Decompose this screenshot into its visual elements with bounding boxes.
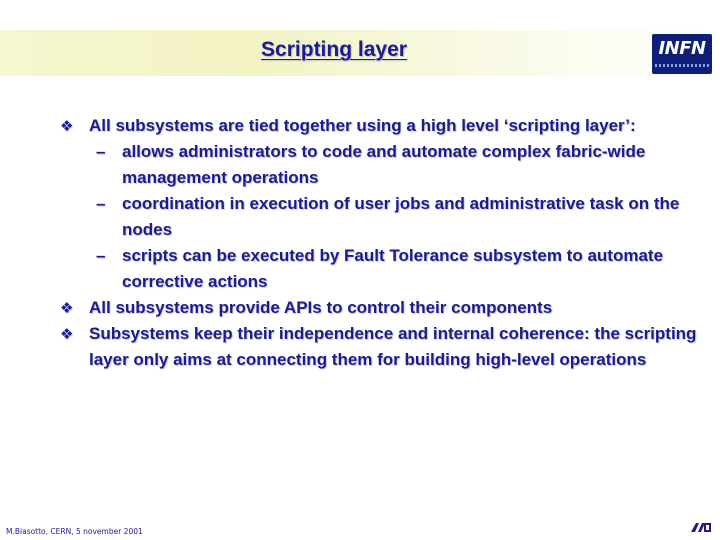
footer-text: M.Biasotto, CERN, 5 november 2001 xyxy=(6,527,143,536)
sub-item-text: allows administrators to code and automate complex fabric-wide management operations xyxy=(122,142,646,187)
sub-item-text: coordination in execution of user jobs and administrative task on the nodes xyxy=(122,194,680,239)
diamond-bullet-icon: ❖ xyxy=(60,299,74,317)
logo-subtext-decoration xyxy=(655,64,709,67)
slide-title: Scripting layer xyxy=(261,38,407,61)
sub-item xyxy=(60,139,700,191)
diamond-bullet-icon: ❖ xyxy=(60,325,74,343)
bullet-item xyxy=(60,113,700,139)
diamond-bullet-icon: ❖ xyxy=(60,117,74,135)
dash-marker: – xyxy=(96,142,106,161)
slide-corner-icon xyxy=(690,520,712,534)
dash-marker: – xyxy=(96,246,106,265)
sub-item-text: scripts can be executed by Fault Tolerance subsystem to automate corrective actions xyxy=(122,246,664,291)
bullet-item xyxy=(60,321,700,373)
bullet-item xyxy=(60,295,700,321)
sub-item xyxy=(60,191,700,243)
dash-marker: – xyxy=(96,194,106,213)
bullet-text: All subsystems provide APIs to control their components xyxy=(89,298,553,317)
infn-logo xyxy=(652,34,712,74)
sub-item xyxy=(60,243,700,295)
bullet-text: Subsystems keep their independence and internal coherence: the scripting layer only aims at connecting them for building high-level operations xyxy=(89,324,697,369)
infn-logo-text: INFN xyxy=(658,38,706,59)
slide-content xyxy=(60,113,700,373)
bullet-text: All subsystems are tied together using a high level ‘scripting layer’: xyxy=(89,116,636,135)
